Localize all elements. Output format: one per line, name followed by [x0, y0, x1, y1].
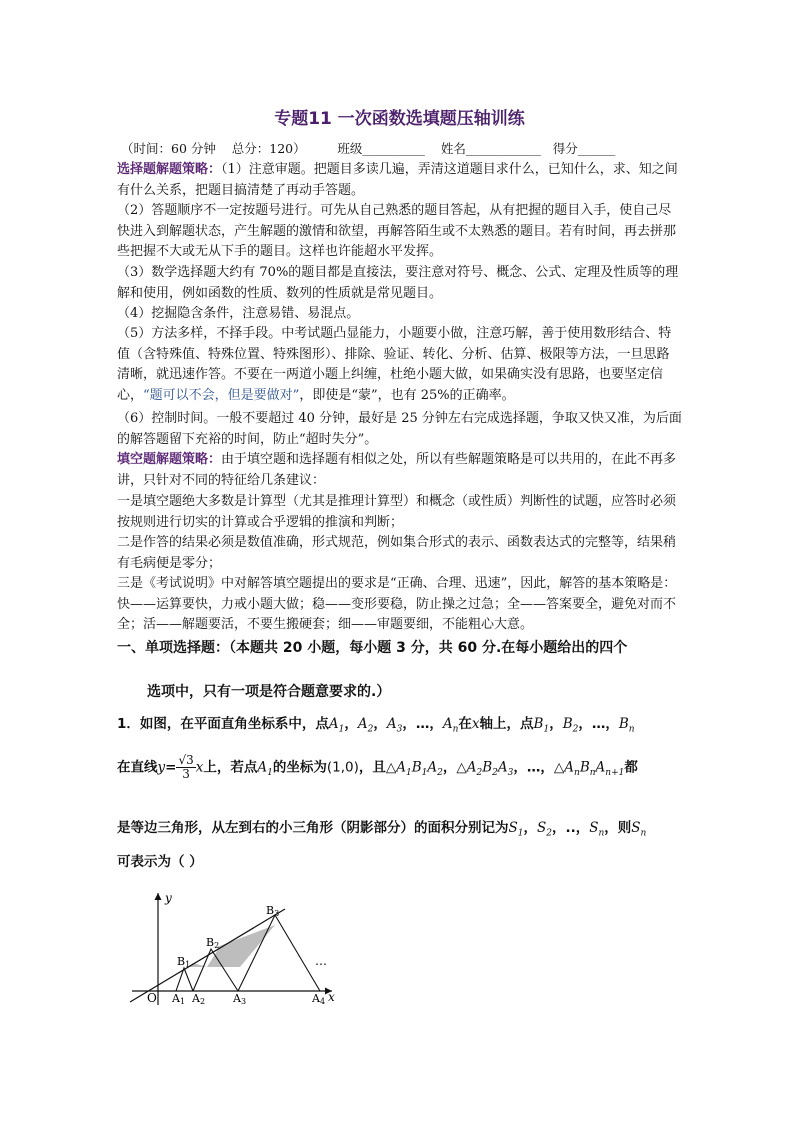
fill-advice-3: 三是《考试说明》中对解答填空题提出的要求是“正确、合理、迅速”，因此，解答的基本策略是：快——运算要快，力戒小题大做；稳——变形要稳，防止操之过急；全——答案要全，避免对而不全；活——解题要活，不要生搬硬套；细——审题要细，不能粗心大意。: [117, 576, 677, 632]
strategy-item-5-text: （5）方法多样，不择手段。中考试题凸显能力，小题要小做，注意巧解，善于使用数形结合、特值（含特殊值、特殊位置、特殊图形）、排除、验证、转化、分析、估算、极限等方法，一旦思路清晰，就迅速作答。不要在一两道小题上纠缠，杜绝小题大做，如果确实没有思路，也要坚定信心，: [117, 326, 672, 403]
question-1-line-1: 1．如图，在平面直角坐标系中，点$A_1$，$A_2$，$A_3$，…，$A_n$在x轴上，点$B_1$，$B_2$，…，$B_n$: [117, 716, 635, 735]
question-1-line-2: 在直线y= $\frac{√3}{3}$ x上，若点$A_1$的坐标为(1,0)，且$\triangle A_1B_1A_2$，$\triangle A_2B_2A_3$，…，$\triangle A_nB_nA_{n+1}$都: [117, 753, 638, 781]
fill-strategy-paragraph: [117, 450, 682, 491]
fill-strategy-intro: 由于填空题和选择题有相似之处，所以有些解题策略是可以共用的，在此不再多讲，只针对不同的特征给几条建议：: [117, 452, 677, 488]
question-1-line-4: 可表示为（ ）: [117, 854, 203, 870]
label-a3: A3: [233, 992, 247, 1006]
label-a1: A1: [172, 992, 186, 1006]
coordinate-value: (1,0): [326, 759, 359, 776]
strategy-item-6: （6）控制时间。一般不要超过 40 分钟，最好是 25 分钟左右完成选择题，争取又快又准，为后面的解答题留下充裕的时间，防止“超时失分”。: [117, 411, 682, 447]
fill-advice-2: 二是作答的结果必须是数值准确，形式规范，例如集合形式的表示、函数表达式的完整等，结果稍有毛病便是零分；: [117, 535, 677, 571]
fraction-sqrt3-over-3: $\frac{√3}{3}$: [178, 753, 194, 781]
strategy-item-5-quote: “题可以不会，但是要做对”: [143, 387, 300, 403]
triangle-1-outline: [176, 968, 193, 991]
ellipsis-label: …: [315, 954, 327, 968]
y-axis-label: y: [165, 891, 172, 905]
label-b3: B3: [266, 904, 280, 918]
fill-advice-1: 一是填空题绝大多数是计算型（尤其是推理计算型）和概念（或性质）判断性的试题，应答时必须按规则进行切实的计算或合乎逻辑的推演和判断；: [117, 494, 677, 530]
label-a4: A4: [312, 992, 326, 1006]
fill-strategy-heading: 填空题解题策略：: [117, 452, 222, 467]
origin-label: O: [147, 991, 157, 1005]
label-b2: B2: [206, 936, 220, 950]
question-1-line-3: 是等边三角形，从左到右的小三角形（阴影部分）的面积分别记为$S_1$，$S_2$，..，$S_n$，则$S_n$: [117, 820, 647, 839]
choice-strategy-paragraph: [117, 160, 682, 201]
strategy-item-2: （2）答题顺序不一定按题号进行。可先从自己熟悉的题目答起，从有把握的题目入手，使自己尽快进入到解题状态，产生解题的激情和欲望，再解答陌生或不太熟悉的题目。若有时间，再去拼那些把握不大或无从下手的题目。这样也许能超水平发挥。: [117, 203, 677, 259]
question-1-figure: [120, 885, 350, 1010]
x-axis-label: x: [328, 990, 335, 1004]
exam-info-line: （时间：60 分钟 总分：120） 班级__________ 姓名____________ 得分______: [121, 141, 616, 156]
strategy-item-3: （3）数学选择题大约有 70%的题目都是直接法，要注意对符号、概念、公式、定理及性质等的理解和使用，例如函数的性质、数列的性质就是常见题目。: [117, 265, 679, 301]
section-heading-line-2: 选项中，只有一项是符合题意要求的.）: [147, 684, 391, 700]
question-1-stem: 1．如图，在平面直角坐标系中，点: [117, 716, 329, 732]
choice-strategy-heading: 选择题解题策略：: [117, 162, 222, 177]
strategy-item-5: [117, 324, 682, 406]
strategy-item-4: （4）挖掘隐含条件，注意易错、易混点。: [117, 306, 360, 321]
section-heading-line-1: 一、单项选择题：（本题共 20 小题，每小题 3 分，共 60 分.在每小题给出的四个: [117, 640, 628, 656]
label-a2: A2: [192, 992, 206, 1006]
page-title: 专题11 一次函数选填题压轴训练: [274, 109, 525, 129]
line-y-sqrt3-over-3-x: [130, 909, 285, 1002]
strategy-item-5-tail: ，即使是“蒙”，也有 25%的正确率。: [299, 387, 515, 403]
label-b1: B1: [177, 955, 191, 969]
choice-strategy-intro: （1）注意审题。把题目多读几遍，弄清这道题目求什么，已知什么，求、知之间有什么关系，把题目搞清楚了再动手答题。: [117, 162, 678, 198]
